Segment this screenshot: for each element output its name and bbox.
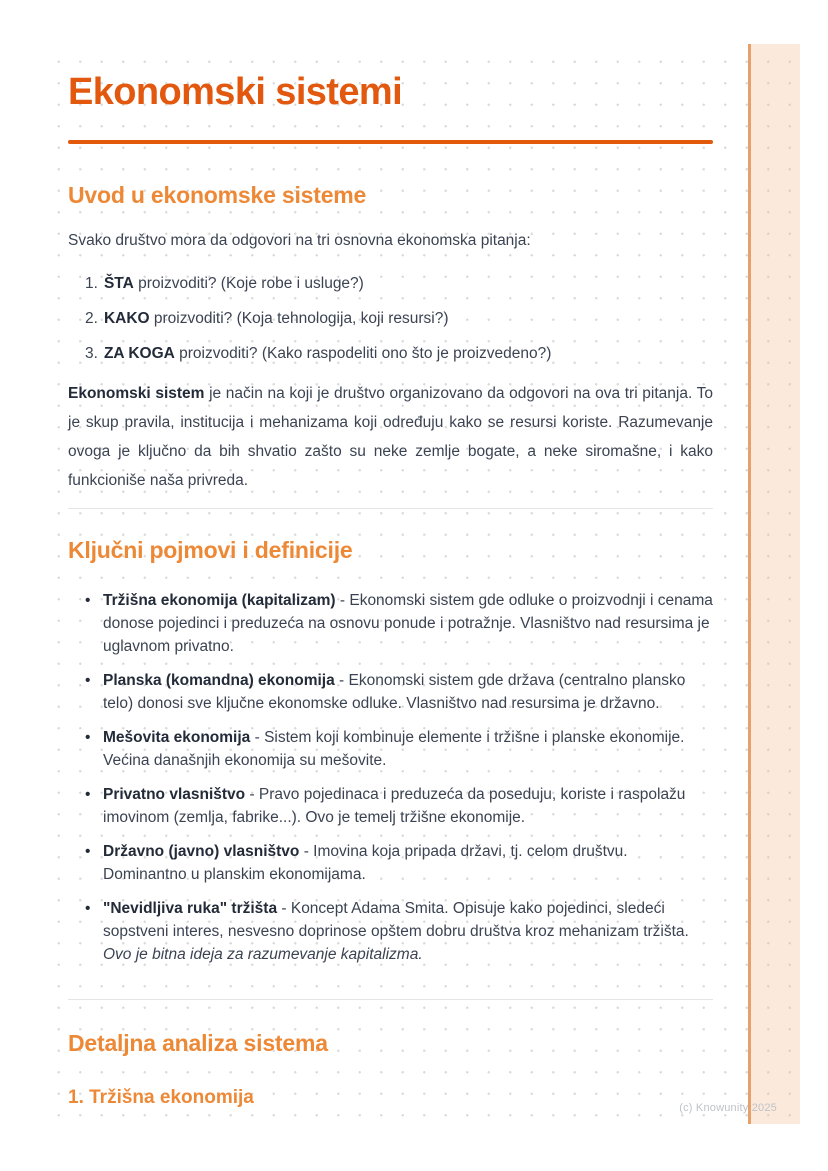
bullet-marker: • (85, 729, 91, 746)
right-accent-band (748, 44, 800, 1124)
term-definition: - Ekonomski sistem gde odluke o proizvodnji i cenama donose pojedinci i preduzeća na osnovu ponude i potražnje. Vlasništvo nad resursima je uglavnom privatno. (103, 592, 713, 655)
list-item (85, 589, 713, 658)
definition-term: Ekonomski sistem (68, 385, 205, 402)
list-item (85, 726, 713, 772)
definition-paragraph (68, 379, 713, 495)
list-number: 2. (85, 310, 98, 327)
term-definition: - Imovina koja pripada državi, tj. celom društvu. Dominantno u planskim ekonomijama. (103, 843, 628, 883)
bullet-marker: • (85, 843, 91, 860)
subsection-heading-market-economy: 1. Tržišna ekonomija (68, 1087, 254, 1108)
term-name: Privatno vlasništvo (103, 786, 246, 803)
bullet-marker: • (85, 592, 91, 609)
list-item (85, 840, 713, 886)
list-item (85, 274, 713, 293)
note-sheet (45, 44, 800, 1124)
questions-list (68, 274, 713, 363)
page-title: Ekonomski sistemi (68, 71, 403, 113)
section-heading-intro: Uvod u ekonomske sisteme (68, 182, 367, 208)
term-definition: - Pravo pojedinaca i preduzeća da poseduju, koriste i raspolažu imovinom (zemlja, fabrike...). Ovo je temelj tržišne ekonomije. (103, 786, 686, 826)
section-divider (68, 999, 713, 1000)
term-definition: - Sistem koji kombinuje elemente i tržišne i planske ekonomije. Većina današnjih ekonomija su mešovite. (103, 729, 685, 769)
term-name: Tržišna ekonomija (kapitalizam) (103, 592, 336, 609)
term-name: "Nevidljiva ruka" tržišta (103, 900, 278, 917)
list-item (85, 669, 713, 715)
term-definition: - Koncept Adama Smita. Opisuje kako pojedinci, sledeći sopstveni interes, nesvesno doprinose opštem dobru društva kroz mehanizam tržišta. (103, 900, 689, 940)
definition-text: je način na koji je društvo organizovano da odgovori na ova tri pitanja. To je skup pravila, institucija i mehanizama koji određuju kako se resursi koriste. Razumevanje ovoga je ključno da bih shvatio zašto su neke zemlje bogate, a neke siromašne, i kako funkcioniše naša privreda. (68, 385, 714, 489)
term-definition: - Ekonomski sistem gde država (centralno plansko telo) donosi sve ključne ekonomske odluke. Vlasništvo nad resursima je državno. (103, 672, 686, 712)
list-item (85, 897, 713, 966)
term-name: Državno (javno) vlasništvo (103, 843, 300, 860)
section-divider (68, 508, 713, 509)
section-heading-analysis: Detaljna analiza sistema (68, 1030, 328, 1056)
list-number: 1. (85, 275, 98, 292)
list-item (85, 783, 713, 829)
bullet-marker: • (85, 672, 91, 689)
bullet-marker: • (85, 786, 91, 803)
section-heading-terms: Ključni pojmovi i definicije (68, 537, 353, 563)
intro-lead-text: Svako društvo mora da odgovori na tri osnovna ekonomska pitanja: (68, 232, 531, 249)
question-term: KAKO (103, 310, 150, 327)
question-term: ZA KOGA (103, 345, 175, 362)
document-content (68, 44, 713, 1109)
bullet-marker: • (85, 900, 91, 917)
term-name: Mešovita ekonomija (103, 729, 251, 746)
term-note: Ovo je bitna ideja za razumevanje kapitalizma. (103, 946, 423, 963)
question-term: ŠTA (103, 275, 134, 292)
copyright-watermark: (c) Knowunity 2025 (679, 1102, 777, 1114)
title-underline (68, 140, 713, 144)
term-name: Planska (komandna) ekonomija (103, 672, 335, 689)
question-text: proizvoditi? (Koja tehnologija, koji resursi?) (149, 310, 449, 327)
question-text: proizvoditi? (Kako raspodeliti ono što je proizvedeno?) (174, 345, 552, 362)
list-number: 3. (85, 345, 98, 362)
list-item (85, 309, 713, 328)
terms-list (68, 589, 713, 966)
question-text: proizvoditi? (Koje robe i usluge?) (133, 275, 364, 292)
list-item (85, 344, 713, 363)
